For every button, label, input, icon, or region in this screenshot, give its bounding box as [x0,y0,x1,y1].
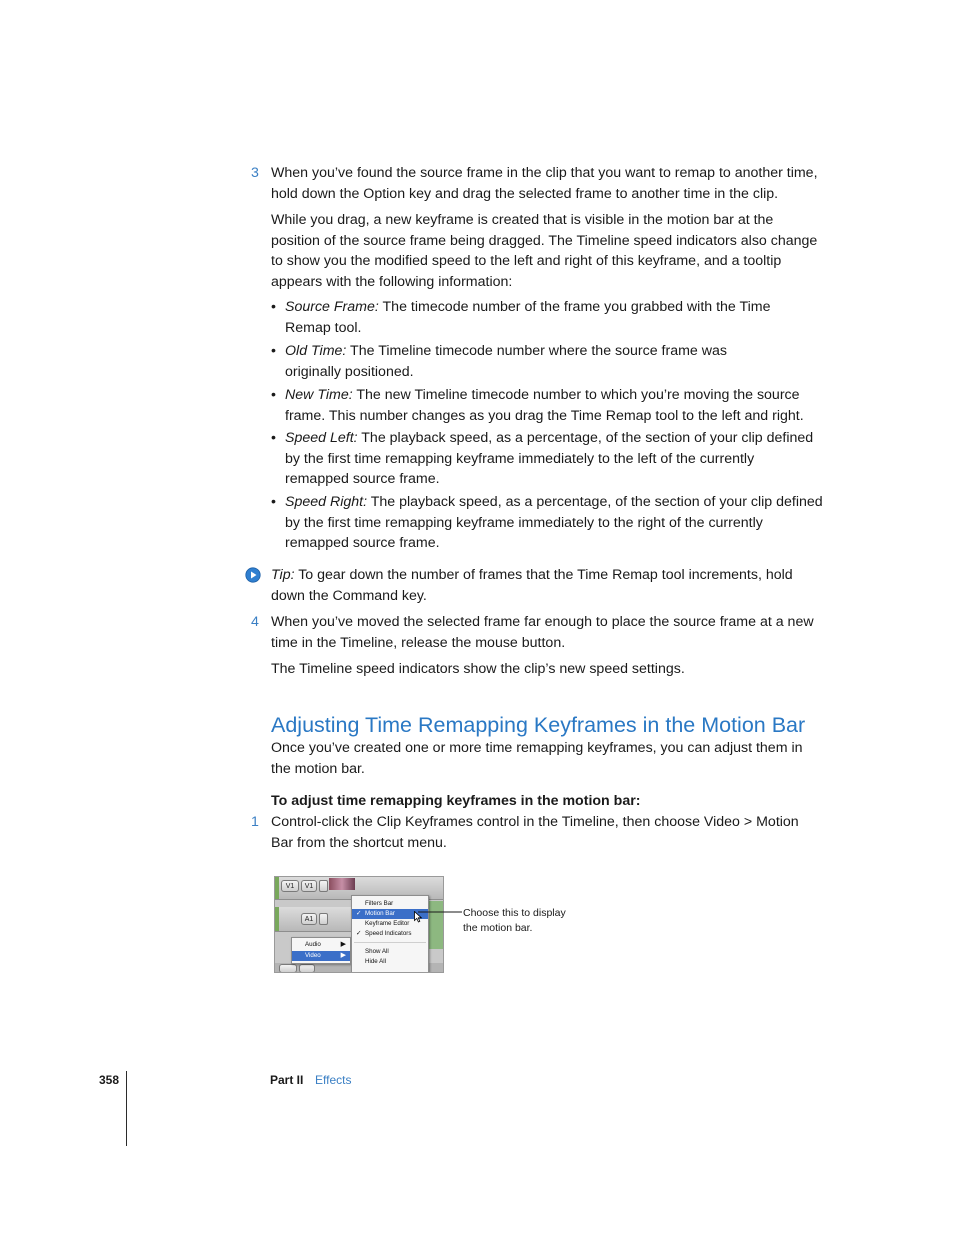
step-4-text [271,612,831,653]
bullet-desc: The Timeline timecode number where the source frame was [346,343,727,359]
text-line: by the first time remapping keyframe immediately to the left of the currently [285,450,755,467]
text-line [285,341,825,362]
tip-text [271,565,831,606]
bullet-term: Speed Left: [285,430,358,446]
checkmark-icon: ✓ [356,930,362,937]
bullet-term: New Time: [285,387,353,403]
menu-item-show-all[interactable]: Show All [365,948,389,955]
menu-item-keyframe-editor[interactable]: Keyframe Editor [365,920,410,927]
step-number: 3 [251,165,259,181]
menu-item-label: Motion Bar [365,910,395,917]
bullet-dot: • [271,430,276,446]
bullet-dot: • [271,299,276,315]
bullet-desc: The playback speed, as a percentage, of the section of your clip defined [357,430,814,446]
bullet-speed-right [285,492,825,554]
clip-keyframes-control[interactable] [279,964,297,973]
track-indicator [275,877,279,899]
text-line [285,385,825,406]
lock-icon[interactable] [319,880,328,892]
text-line: Bar from the shortcut menu. [271,834,447,851]
step-number: 1 [251,814,259,830]
text-line: Control-click the Clip Keyframes control in the Timeline, then choose Video > Motion [271,814,799,830]
task-heading: To adjust time remapping keyframes in the motion bar: [271,793,641,809]
menu-item-filters-bar[interactable]: Filters Bar [365,900,394,907]
bullet-source-frame [285,297,825,338]
shortcut-menu [291,937,351,964]
bullet-desc: The new Timeline timecode number to which you’re moving the source [352,387,800,403]
step-3-text [271,163,831,204]
bullet-desc: The playback speed, as a percentage, of the section of your clip defined [367,494,823,510]
menu-item-label: Video [305,952,321,959]
bullet-term: Speed Right: [285,494,368,510]
footer-part: Part II [270,1073,304,1087]
checkmark-icon: ✓ [356,910,362,917]
callout-line [418,907,464,917]
text-line: When you’ve moved the selected frame far enough to place the source frame at a new [271,614,814,630]
bullet-old-time [285,341,825,382]
timeline-screenshot [274,876,444,973]
clip-thumbnail [329,878,355,890]
tip-label: Tip: [271,567,295,583]
bullet-dot: • [271,494,276,510]
text-line: to show you the modified speed to the left and right of this keyframe, and a tooltip [271,253,782,270]
menu-item-hide-all[interactable]: Hide All [365,958,386,965]
track-dest-a1[interactable]: A1 [301,913,317,925]
text-line [271,565,831,586]
tip-desc: To gear down the number of frames that the Time Remap tool increments, hold [294,567,793,583]
text-line: Remap tool. [285,319,362,336]
wave-icon[interactable] [299,964,315,973]
bullet-term: Source Frame: [285,299,379,315]
text-line: the motion bar. [463,922,533,934]
track-source-v1[interactable]: V1 [281,880,299,892]
menu-item-audio[interactable] [292,940,350,950]
text-line: the motion bar. [271,760,365,777]
text-line [285,297,825,318]
text-line: When you’ve found the source frame in the clip that you want to remap to another time, [271,165,818,181]
step-4-result: The Timeline speed indicators show the clip’s new speed settings. [271,661,685,677]
text-line: appears with the following information: [271,273,513,290]
bullet-speed-left [285,428,825,490]
bullet-desc: The timecode number of the frame you grabbed with the Time [378,299,771,315]
track-dest-v1[interactable]: V1 [301,880,317,892]
footer-divider [126,1071,127,1146]
menu-item-label: Audio [305,941,321,948]
text-line: Once you’ve created one or more time remapping keyframes, you can adjust them in [271,740,803,756]
menu-item-video[interactable] [292,951,350,961]
submenu-arrow-icon: ▶ [340,941,346,948]
text-line: down the Command key. [271,587,427,604]
page-number: 358 [99,1073,120,1087]
text-line: time in the Timeline, release the mouse button. [271,634,566,651]
menu-separator [354,942,426,943]
text-line: hold down the Option key and drag the selected frame to another time in the clip. [271,185,779,202]
bullet-dot: • [271,387,276,403]
text-line: position of the source frame being dragged. The Timeline speed indicators also change [271,232,818,249]
menu-item-speed-indicators[interactable] [352,929,428,939]
bullet-dot: • [271,343,276,359]
bullet-new-time [285,385,825,426]
text-line [285,492,825,513]
callout-text [463,906,603,936]
track-indicator [275,907,279,931]
lock-icon[interactable] [319,913,328,925]
text-line: by the first time remapping keyframe immediately to the right of the currently [285,514,763,531]
section-intro [271,738,831,779]
menu-item-label: Speed Indicators [365,930,412,937]
text-line: remapped source frame. [285,535,440,552]
step-1-text [271,812,831,853]
step-number: 4 [251,614,259,630]
submenu-arrow-icon: ▶ [340,952,346,959]
text-line: Choose this to display [463,907,566,919]
text-line [285,428,825,449]
section-heading: Adjusting Time Remapping Keyframes in the Motion Bar [271,713,806,737]
text-line: While you drag, a new keyframe is created that is visible in the motion bar at the [271,212,774,228]
text-line: originally positioned. [285,363,414,380]
play-arrow-circle-icon [245,567,261,583]
step-3-paragraph [271,210,831,292]
bullet-term: Old Time: [285,343,347,359]
text-line: remapped source frame. [285,471,440,488]
text-line: frame. This number changes as you drag the Time Remap tool to the left and right. [285,407,804,424]
footer-section-link[interactable]: Effects [315,1073,352,1087]
